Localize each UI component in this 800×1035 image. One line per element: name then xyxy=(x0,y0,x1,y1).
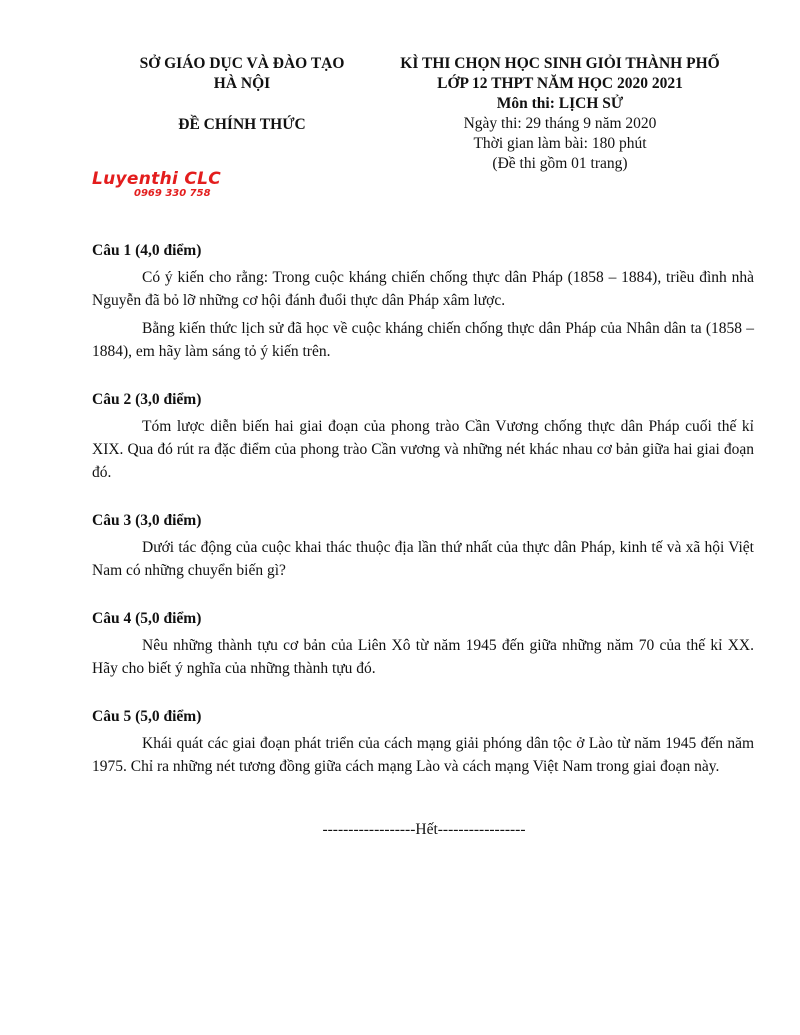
question-title: Câu 4 (5,0 điểm) xyxy=(92,610,202,627)
exam-title: KÌ THI CHỌN HỌC SINH GIỎI THÀNH PHỐ xyxy=(400,55,720,72)
exam-subject: Môn thi: LỊCH SỬ xyxy=(496,95,624,112)
question-paragraph: Dưới tác động của cuộc khai thác thuộc địa lần thứ nhất của thực dân Pháp, kinh tế và xã hội Việt Nam có những chuyển biến gì? xyxy=(92,539,754,579)
question-title: Câu 2 (3,0 điểm) xyxy=(92,391,202,408)
luyenthi-logo xyxy=(92,170,252,199)
exam-info-block xyxy=(380,54,740,174)
logo-name: Luyenthi CLC xyxy=(92,169,222,189)
exam-grade-year: LỚP 12 THPT NĂM HỌC 2020 2021 xyxy=(437,75,683,92)
end-marker: ------------------Hết----------------- xyxy=(322,821,526,838)
exam-page-count: (Đề thi gồm 01 trang) xyxy=(492,155,628,172)
question-paragraph: Có ý kiến cho rằng: Trong cuộc kháng chiến chống thực dân Pháp (1858 – 1884), triều đình nhà Nguyễn đã bỏ lỡ những cơ hội đánh đuổi thực dân Pháp xâm lược. xyxy=(92,269,754,309)
question-1 xyxy=(92,239,754,363)
question-5 xyxy=(92,705,754,778)
question-title: Câu 5 (5,0 điểm) xyxy=(92,708,202,725)
question-4 xyxy=(92,607,754,680)
question-paragraph: Tóm lược diễn biến hai giai đoạn của phong trào Cần Vương chống thực dân Pháp cuối thế kỉ XIX. Qua đó rút ra đặc điểm của phong trào Cần vương và những nét khác nhau cơ bản giữa hai giai đoạn đó. xyxy=(92,418,754,481)
question-paragraph: Bằng kiến thức lịch sử đã học về cuộc kháng chiến chống thực dân Pháp của Nhân dân ta (1858 – 1884), em hãy làm sáng tỏ ý kiến trên. xyxy=(92,320,754,360)
issuer-block xyxy=(92,54,392,135)
question-list xyxy=(92,239,754,803)
exam-duration: Thời gian làm bài: 180 phút xyxy=(473,135,647,152)
question-paragraph: Nêu những thành tựu cơ bản của Liên Xô từ năm 1945 đến giữa những năm 70 của thế kỉ XX. Hãy cho biết ý nghĩa của những thành tựu đó. xyxy=(92,637,754,677)
exam-date: Ngày thi: 29 tháng 9 năm 2020 xyxy=(463,115,657,132)
question-2 xyxy=(92,388,754,484)
department-city: HÀ NỘI xyxy=(213,75,271,92)
official-label: ĐỀ CHÍNH THỨC xyxy=(178,116,306,133)
question-paragraph: Khái quát các giai đoạn phát triển của cách mạng giải phóng dân tộc ở Lào từ năm 1945 đến năm 1975. Chỉ ra những nét tương đồng giữa cách mạng Lào và cách mạng Việt Nam trong giai đoạn này. xyxy=(92,735,754,775)
question-title: Câu 3 (3,0 điểm) xyxy=(92,512,202,529)
department-name: SỞ GIÁO DỤC VÀ ĐÀO TẠO xyxy=(139,55,345,72)
logo-phone: 0969 330 758 xyxy=(134,188,211,199)
question-title: Câu 1 (4,0 điểm) xyxy=(92,242,202,259)
question-3 xyxy=(92,509,754,582)
